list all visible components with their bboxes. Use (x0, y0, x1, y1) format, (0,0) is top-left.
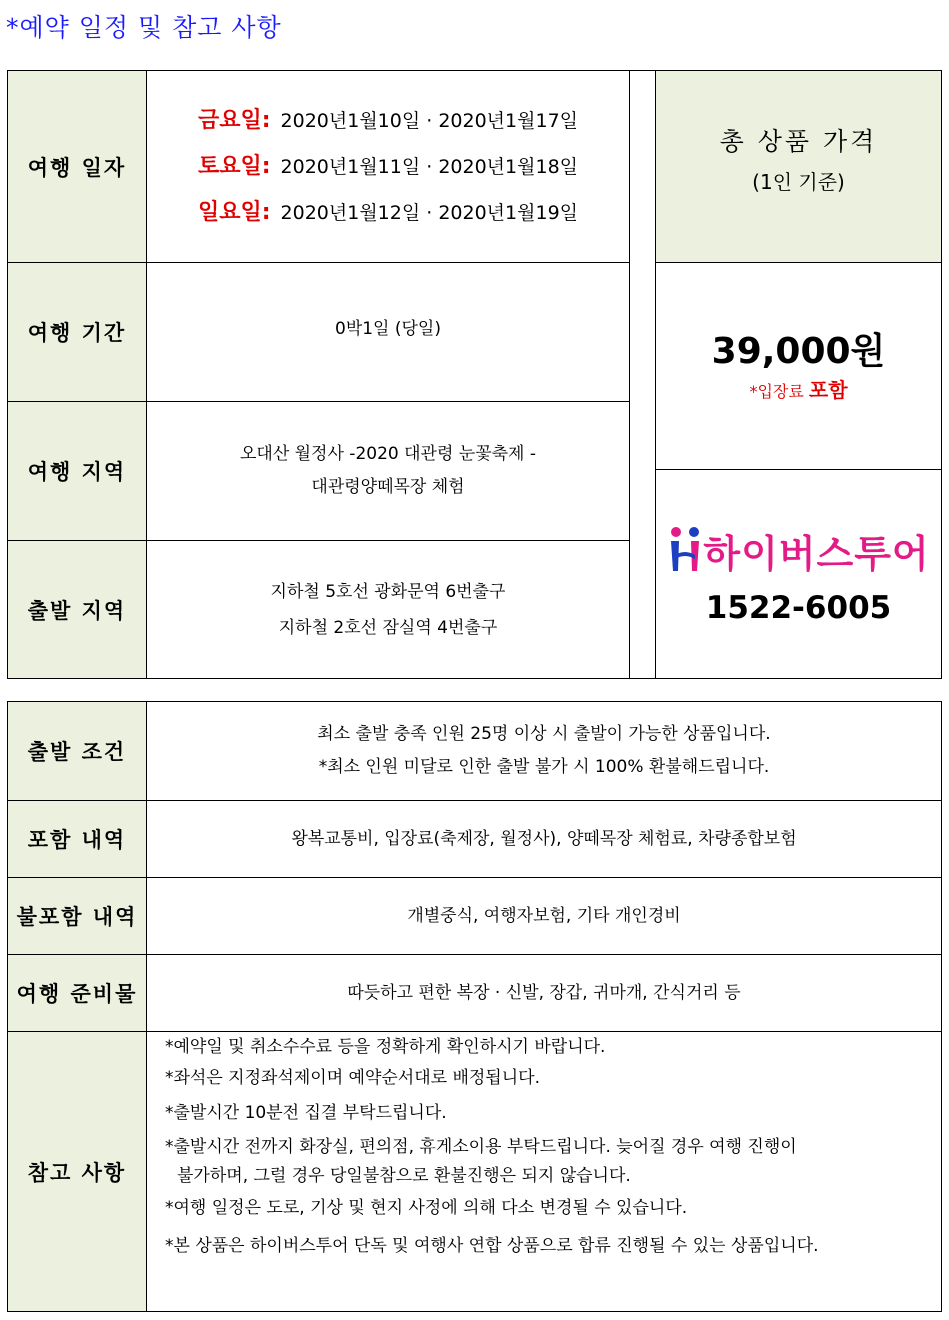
excluded-cell (146, 877, 942, 955)
page-title: *예약 일정 및 참고 사항 (6, 13, 282, 42)
condition-label: 출발 조건 (7, 701, 147, 801)
day-label: 금요일: (197, 107, 271, 133)
price-subheading: (1인 기준) (752, 169, 845, 194)
note-item-text: *출발시간 전까지 화장실, 편의점, 휴게소이용 부탁드립니다. 늦어질 경우 여행 진행이 (165, 1137, 797, 1157)
price-amount: 39,000원 (711, 330, 886, 372)
date-row (198, 98, 578, 144)
note-item: *좌석은 지정좌석제이며 예약순서대로 배정됩니다. (165, 1068, 540, 1088)
price-note-emphasis: 포함 (808, 377, 848, 402)
price-note (749, 374, 847, 403)
note-item-continuation: 불가하며, 그럴 경우 당일불참으로 환불진행은 되지 않습니다. (177, 1166, 631, 1186)
note-item: *출발시간 10분전 집결 부탁드립니다. (165, 1103, 447, 1123)
dates-cell (146, 70, 630, 263)
included-label: 포함 내역 (7, 800, 147, 878)
region-label: 여행 지역 (7, 401, 147, 541)
excluded-value: 개별중식, 여행자보험, 기타 개인경비 (407, 905, 681, 926)
included-cell (146, 800, 942, 878)
price-heading-cell (655, 70, 942, 263)
prep-cell (146, 954, 942, 1032)
duration-cell (146, 262, 630, 402)
region-line: 대관령양떼목장 체험 (311, 477, 465, 497)
region-cell (146, 401, 630, 541)
duration-value: 0박1일 (당일) (335, 318, 441, 339)
brand-phone: 1522-6005 (705, 589, 892, 626)
included-value: 왕복교통비, 입장료(축제장, 월정사), 양떼목장 체험료, 차량종합보험 (291, 828, 797, 849)
departure-line: 지하철 2호선 잠실역 4번출구 (278, 617, 498, 638)
prep-label: 여행 준비물 (7, 954, 147, 1032)
brand-logo-icon (667, 525, 703, 575)
departure-line: 지하철 5호선 광화문역 6번출구 (270, 581, 506, 602)
price-note-prefix: *입장료 (749, 381, 804, 401)
note-item: *여행 일정은 도로, 기상 및 현지 사정에 의해 다소 변경될 수 있습니다. (165, 1198, 688, 1218)
excluded-label: 불포함 내역 (7, 877, 147, 955)
prep-value: 따듯하고 편한 복장 · 신발, 장갑, 귀마개, 간식거리 등 (347, 982, 741, 1003)
day-label: 일요일: (197, 199, 271, 225)
notes-cell (146, 1031, 942, 1312)
note-item: *예약일 및 취소수수료 등을 정확하게 확인하시기 바랍니다. (165, 1037, 606, 1057)
departure-cell (146, 540, 630, 679)
notes-label: 참고 사항 (7, 1031, 147, 1312)
condition-line: *최소 인원 미달로 인한 출발 불가 시 100% 환불해드립니다. (318, 757, 770, 777)
brand-name: 하이버스투어 (703, 531, 930, 576)
date-value: 2020년1월12일 · 2020년1월19일 (280, 201, 579, 224)
duration-label: 여행 기간 (7, 262, 147, 402)
region-line: 오대산 월정사 -2020 대관령 눈꽃축제 - (239, 444, 537, 464)
departure-label: 출발 지역 (7, 540, 147, 679)
brand-cell (655, 469, 942, 679)
condition-cell (146, 701, 942, 801)
price-cell (655, 262, 942, 470)
condition-line: 최소 출발 충족 인원 25명 이상 시 출발이 가능한 상품입니다. (317, 724, 771, 744)
price-heading: 총 상품 가격 (719, 126, 878, 156)
date-value: 2020년1월11일 · 2020년1월18일 (280, 155, 579, 178)
dates-label: 여행 일자 (7, 70, 147, 263)
spacer-column (629, 70, 656, 679)
note-item: *본 상품은 하이버스투어 단독 및 여행사 연합 상품으로 합류 진행될 수 있는 상품입니다. (165, 1236, 819, 1256)
date-row (198, 144, 578, 190)
day-label: 토요일: (197, 153, 271, 179)
note-item (165, 1132, 797, 1189)
brand-logo (667, 523, 929, 578)
date-value: 2020년1월10일 · 2020년1월17일 (280, 109, 579, 132)
date-row (198, 190, 578, 236)
